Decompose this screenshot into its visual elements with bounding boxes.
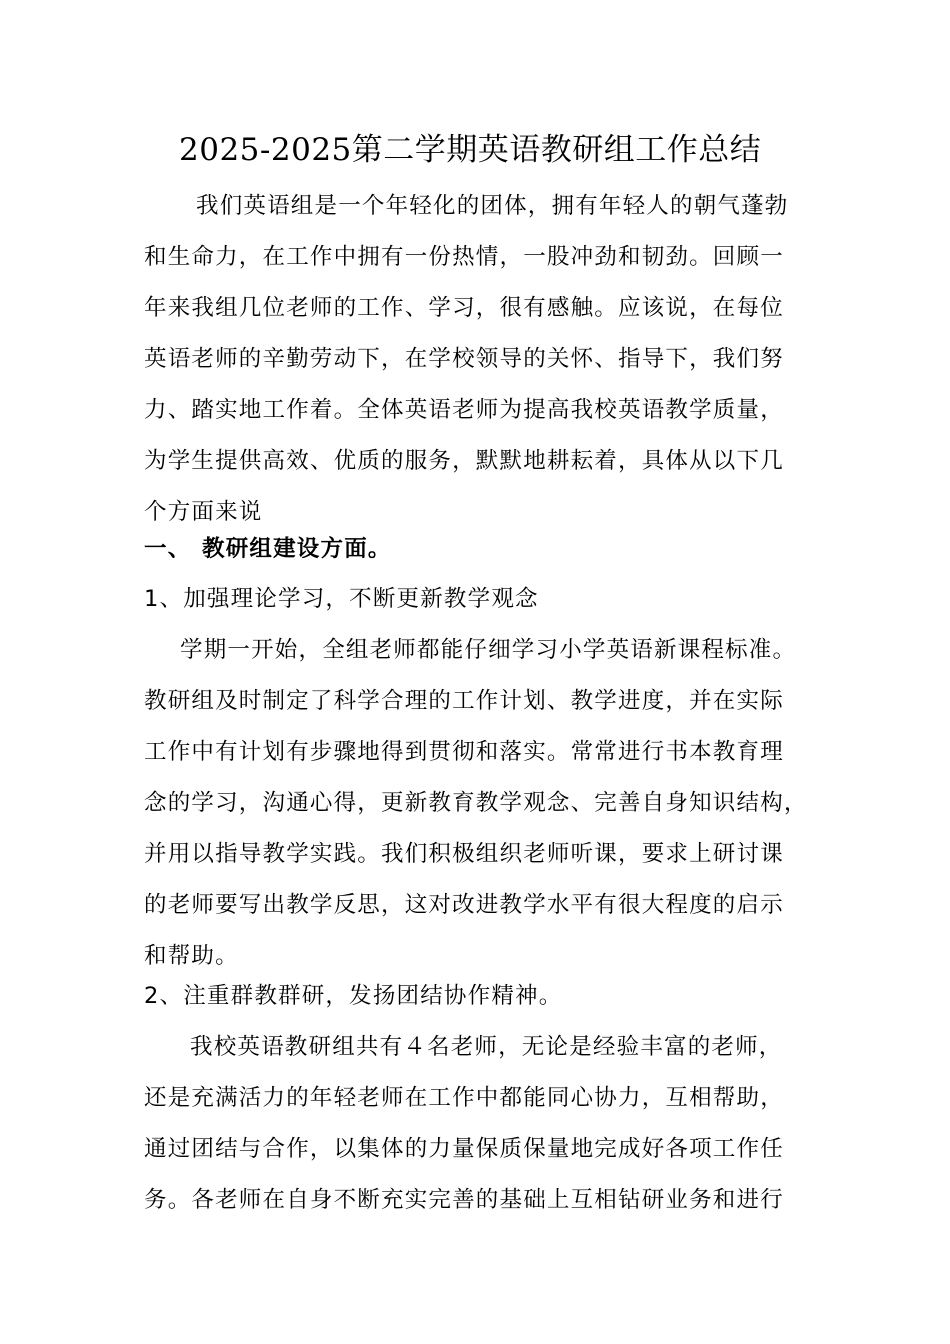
paragraph-line: 年来我组几位老师的工作、学习，很有感触。应该说，在每位 [144, 295, 784, 321]
paragraph-line: 念的学习，沟通心得，更新教育教学观念、完善自身知识结构， [144, 790, 808, 816]
paragraph-line: 和生命力，在工作中拥有一份热情，一股冲劲和韧劲。回顾一 [144, 244, 784, 270]
item-2 [144, 971, 806, 1226]
paragraph-line: 英语老师的辛勤劳动下，在学校领导的关怀、指导下，我们努 [144, 346, 784, 372]
paragraph-line: 务。各老师在自身不断充实完善的基础上互相钻研业务和进行 [144, 1187, 784, 1213]
paragraph-line: 还是充满活力的年轻老师在工作中都能同心协力，互相帮助， [144, 1085, 784, 1111]
paragraph-line: 工作中有计划有步骤地得到贯彻和落实。常常进行书本教育理 [144, 739, 784, 765]
paragraph-line: 我们英语组是一个年轻化的团体，拥有年轻人的朝气蓬勃 [196, 193, 789, 219]
paragraph-line: 个方面来说 [144, 499, 263, 525]
paragraph-line: 力、踏实地工作着。全体英语老师为提高我校英语教学质量， [144, 397, 784, 423]
paragraph-line: 为学生提供高效、优质的服务，默默地耕耘着，具体从以下几 [144, 448, 784, 474]
paragraph-line: 教研组及时制定了科学合理的工作计划、教学进度，并在实际 [144, 688, 784, 714]
paragraph-line: 我校英语教研组共有４名老师，无论是经验丰富的老师， [190, 1034, 783, 1060]
item-heading: 2、注重群教群研，发扬团结协作精神。 [144, 983, 563, 1009]
document-title: 2025-2025第二学期英语教研组工作总结 [179, 132, 762, 168]
section-number: 一、 [144, 536, 192, 562]
paragraph-line: 的老师要写出教学反思，这对改进教学水平有很大程度的启示 [144, 892, 784, 918]
intro-paragraph [144, 181, 806, 538]
paragraph-line: 并用以指导教学实践。我们积极组织老师听课，要求上研讨课 [144, 841, 784, 867]
paragraph-line: 学期一开始，全组老师都能仔细学习小学英语新课程标准。 [180, 637, 797, 663]
paragraph-line: 通过团结与合作，以集体的力量保质保量地完成好各项工作任 [144, 1136, 784, 1162]
section-heading [144, 524, 806, 575]
item-1 [144, 574, 806, 982]
item-heading: 1、加强理论学习，不断更新教学观念 [144, 586, 539, 612]
paragraph-line: 和帮助。 [144, 943, 239, 969]
section-title: 教研组建设方面。 [202, 536, 392, 562]
